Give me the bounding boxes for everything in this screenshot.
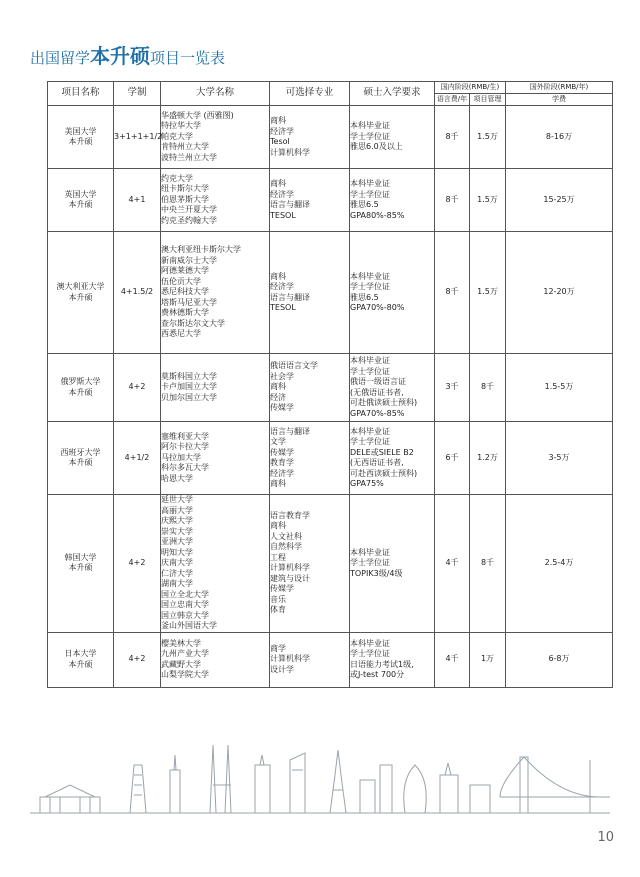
major-item: 商科 xyxy=(270,382,286,392)
major-item: 经济学 xyxy=(270,468,294,478)
program-name: 美国大学 本升硕 xyxy=(48,106,114,169)
requirement-item: (无俄语证书者, xyxy=(350,387,404,397)
requirement-item: 学士学位证 xyxy=(350,558,390,567)
university-item: 肯特州立大学 xyxy=(161,142,209,152)
requirement-item: 俄语一级语言证 xyxy=(350,377,406,386)
program-name: 英国大学 本升硕 xyxy=(48,169,114,232)
lang-fee: 3千 xyxy=(435,354,470,422)
major-item: 语言教育学 xyxy=(270,510,310,520)
title-prefix: 出国留学 xyxy=(30,49,91,67)
mgmt-fee: 1.5万 xyxy=(470,232,506,354)
major-item: 商科 xyxy=(270,521,286,531)
program-row xyxy=(48,422,613,495)
requirement-item: 学士学位证 xyxy=(350,189,390,199)
university-item: 科尔多瓦大学 xyxy=(161,463,209,473)
university-item: 费林德斯大学 xyxy=(161,308,209,318)
lang-fee: 8千 xyxy=(435,106,470,169)
requirement-item: GPA70%-80% xyxy=(350,303,405,312)
major-item: TESOL xyxy=(270,303,296,312)
requirement-item: 学士学位证 xyxy=(350,437,390,446)
requirement-item: 雅思6.5 xyxy=(350,292,379,302)
major-item: 文学 xyxy=(270,437,286,446)
university-item: 亚洲大学 xyxy=(161,537,193,546)
city-skyline-illustration xyxy=(30,735,610,815)
university-item: 塔斯马尼亚大学 xyxy=(161,297,217,307)
requirement-item: 学士学位证 xyxy=(350,366,390,376)
requirement-list xyxy=(350,495,435,633)
header-lang-fee: 语言费/年 xyxy=(435,94,470,106)
lang-fee: 8千 xyxy=(435,169,470,232)
requirement-list xyxy=(350,232,435,354)
requirement-item: GPA70%-85% xyxy=(350,408,405,418)
major-item: 传媒学 xyxy=(270,403,294,413)
requirement-item: 学士学位证 xyxy=(350,282,390,291)
program-name: 韩国大学 本升硕 xyxy=(48,495,114,633)
requirement-list xyxy=(350,354,435,422)
program-row xyxy=(48,632,613,687)
university-item: 中央兰开夏大学 xyxy=(161,205,217,215)
title-suffix: 项目一览表 xyxy=(150,49,226,67)
university-item: 釜山外国语大学 xyxy=(161,621,217,630)
program-system: 3+1+1+1/2 xyxy=(114,106,161,169)
major-item: 经济学 xyxy=(270,189,294,199)
program-row xyxy=(48,106,613,169)
requirement-item: 本科毕业证 xyxy=(350,638,390,648)
major-item: 商科 xyxy=(270,479,286,488)
university-item: 阿德莱德大学 xyxy=(161,266,209,276)
major-item: 俄语语言文学 xyxy=(270,361,318,371)
header-mgmt-fee: 项目管理 xyxy=(470,94,506,106)
university-item: 塞维利亚大学 xyxy=(161,431,209,441)
requirement-list xyxy=(350,106,435,169)
university-list xyxy=(161,106,270,169)
tuition: 2.5-4万 xyxy=(506,495,613,633)
mgmt-fee: 1.5万 xyxy=(470,169,506,232)
tuition: 12-20万 xyxy=(506,232,613,354)
program-row xyxy=(48,232,613,354)
major-list xyxy=(270,495,350,633)
requirement-item: 本科毕业证 xyxy=(350,271,390,281)
tuition: 15-25万 xyxy=(506,169,613,232)
university-item: 庆南大学 xyxy=(161,558,193,567)
major-item: 语言与翻译 xyxy=(270,292,310,302)
program-system: 4+2 xyxy=(114,632,161,687)
major-item: 商科 xyxy=(270,116,286,125)
university-item: 延世大学 xyxy=(161,495,193,504)
lang-fee: 6千 xyxy=(435,422,470,495)
requirement-item: 本科毕业证 xyxy=(350,121,390,131)
page-number: 10 xyxy=(597,830,614,845)
major-item: 商科 xyxy=(270,271,286,281)
university-item: 贝加尔国立大学 xyxy=(161,392,217,402)
mgmt-fee: 1.2万 xyxy=(470,422,506,495)
major-item: 商科 xyxy=(270,179,286,188)
program-row xyxy=(48,169,613,232)
tuition: 6-8万 xyxy=(506,632,613,687)
university-item: 查尔斯达尔文大学 xyxy=(161,318,225,328)
requirement-list xyxy=(350,632,435,687)
header-foreign: 国外阶段(RMB/年) xyxy=(506,82,613,94)
program-table xyxy=(47,81,613,688)
major-item: 社会学 xyxy=(270,371,294,381)
header-universities: 大学名称 xyxy=(161,82,270,106)
university-item: 山梨学院大学 xyxy=(161,670,209,679)
major-list xyxy=(270,354,350,422)
requirement-item: 可赴俄读硕士预科) xyxy=(350,398,418,407)
program-name: 西班牙大学 本升硕 xyxy=(48,422,114,495)
program-row xyxy=(48,495,613,633)
major-item: 工程 xyxy=(270,552,286,562)
university-item: 马拉加大学 xyxy=(161,452,201,462)
program-name: 日本大学 本升硕 xyxy=(48,632,114,687)
major-item: 语言与翻译 xyxy=(270,426,310,436)
university-list xyxy=(161,169,270,232)
title-highlight: 本升硕 xyxy=(90,44,151,68)
program-row xyxy=(48,354,613,422)
university-item: 崇实大学 xyxy=(161,526,193,536)
university-list xyxy=(161,354,270,422)
requirement-item: 学士学位证 xyxy=(350,131,390,141)
tuition: 8-16万 xyxy=(506,106,613,169)
mgmt-fee: 8千 xyxy=(470,495,506,633)
university-item: 国立韩京大学 xyxy=(161,610,209,620)
requirement-item: 学士学位证 xyxy=(350,649,390,658)
university-item: 西悉尼大学 xyxy=(161,329,201,339)
university-list xyxy=(161,495,270,633)
university-item: 华盛顿大学 (西雅图) xyxy=(161,110,234,120)
university-item: 新南威尔士大学 xyxy=(161,255,217,265)
major-item: 传媒学 xyxy=(270,447,294,457)
major-item: 教育学 xyxy=(270,458,294,467)
major-item: 传媒学 xyxy=(270,584,294,594)
university-item: 伍伦贡大学 xyxy=(161,276,201,286)
requirement-item: 本科毕业证 xyxy=(350,547,390,557)
major-item: 经济 xyxy=(270,392,286,402)
header-system: 学制 xyxy=(114,82,161,106)
lang-fee: 4千 xyxy=(435,632,470,687)
university-item: 湖南大学 xyxy=(161,579,193,588)
requirement-item: (无西语证书者, xyxy=(350,458,404,467)
university-item: 帕克大学 xyxy=(161,131,193,141)
major-item: 计算机科学 xyxy=(270,654,310,664)
page-title xyxy=(30,40,225,69)
lang-fee: 4千 xyxy=(435,495,470,633)
requirement-item: 雅思6.5 xyxy=(350,200,379,209)
tuition: 1.5-5万 xyxy=(506,354,613,422)
university-item: 九州产业大学 xyxy=(161,649,209,658)
university-item: 约克圣约翰大学 xyxy=(161,215,217,225)
tuition: 3-5万 xyxy=(506,422,613,495)
program-system: 4+2 xyxy=(114,495,161,633)
requirement-item: DELE或SIELE B2 xyxy=(350,447,414,457)
university-item: 高丽大学 xyxy=(161,505,193,515)
university-item: 哈恩大学 xyxy=(161,473,193,483)
major-item: 音乐 xyxy=(270,594,286,604)
header-row xyxy=(48,82,613,94)
requirement-item: TOPIK3级/4级 xyxy=(350,568,403,578)
lang-fee: 8千 xyxy=(435,232,470,354)
major-item: 商学 xyxy=(270,643,286,653)
mgmt-fee: 1万 xyxy=(470,632,506,687)
header-majors: 可选择专业 xyxy=(270,82,350,106)
university-item: 卡卢加国立大学 xyxy=(161,382,217,392)
major-item: 人文社科 xyxy=(270,531,302,541)
requirement-list xyxy=(350,422,435,495)
requirement-item: 本科毕业证 xyxy=(350,179,390,188)
requirement-item: GPA80%-85% xyxy=(350,210,405,220)
mgmt-fee: 1.5万 xyxy=(470,106,506,169)
university-list xyxy=(161,632,270,687)
major-list xyxy=(270,232,350,354)
requirement-item: 可赴西读硕士预科) xyxy=(350,468,418,478)
major-list xyxy=(270,169,350,232)
requirement-item: 雅思6.0及以上 xyxy=(350,142,403,152)
major-item: 计算机科学 xyxy=(270,147,310,157)
university-item: 国立全北大学 xyxy=(161,589,209,599)
header-domestic: 国内阶段(RMB/生) xyxy=(435,82,506,94)
major-item: 计算机科学 xyxy=(270,563,310,573)
major-item: 经济学 xyxy=(270,126,294,136)
university-item: 波特兰州立大学 xyxy=(161,152,217,162)
major-item: 体育 xyxy=(270,605,286,615)
major-item: 设计学 xyxy=(270,664,294,674)
university-item: 莫斯科国立大学 xyxy=(161,371,217,381)
university-item: 庆熙大学 xyxy=(161,516,193,525)
university-item: 武藏野大学 xyxy=(161,659,201,669)
major-item: 自然科学 xyxy=(270,542,302,552)
program-system: 4+1 xyxy=(114,169,161,232)
program-name: 俄罗斯大学 本升硕 xyxy=(48,354,114,422)
header-tuition: 学费 xyxy=(506,94,613,106)
university-item: 樱美林大学 xyxy=(161,638,201,648)
university-item: 国立忠南大学 xyxy=(161,600,209,609)
requirement-item: 本科毕业证 xyxy=(350,426,390,436)
major-list xyxy=(270,106,350,169)
header-name: 项目名称 xyxy=(48,82,114,106)
university-list xyxy=(161,232,270,354)
university-item: 约克大学 xyxy=(161,173,193,183)
major-list xyxy=(270,632,350,687)
program-system: 4+1.5/2 xyxy=(114,232,161,354)
program-name: 澳大利亚大学 本升硕 xyxy=(48,232,114,354)
university-item: 阿尔卡拉大学 xyxy=(161,442,209,452)
program-system: 4+2 xyxy=(114,354,161,422)
major-list xyxy=(270,422,350,495)
university-item: 特拉华大学 xyxy=(161,121,201,131)
major-item: Tesol xyxy=(270,137,290,146)
major-item: 语言与翻译 xyxy=(270,200,310,209)
major-item: TESOL xyxy=(270,210,296,220)
requirement-item: 本科毕业证 xyxy=(350,356,390,365)
major-item: 经济学 xyxy=(270,282,294,291)
university-item: 纽卡斯尔大学 xyxy=(161,184,209,194)
university-item: 明知大学 xyxy=(161,547,193,557)
university-item: 伯恩茅斯大学 xyxy=(161,194,209,204)
university-item: 澳大利亚纽卡斯尔大学 xyxy=(161,245,241,255)
requirement-item: GPA75% xyxy=(350,479,384,488)
requirement-item: 日语能力考试1级, xyxy=(350,659,414,669)
major-item: 建筑与设计 xyxy=(270,573,310,583)
university-list xyxy=(161,422,270,495)
mgmt-fee: 8千 xyxy=(470,354,506,422)
requirement-list xyxy=(350,169,435,232)
university-item: 悉尼科技大学 xyxy=(161,287,209,297)
requirement-item: 或J-test 700分 xyxy=(350,670,405,679)
header-requirements: 硕士入学要求 xyxy=(350,82,435,106)
program-system: 4+1/2 xyxy=(114,422,161,495)
university-item: 仁济大学 xyxy=(161,568,193,578)
